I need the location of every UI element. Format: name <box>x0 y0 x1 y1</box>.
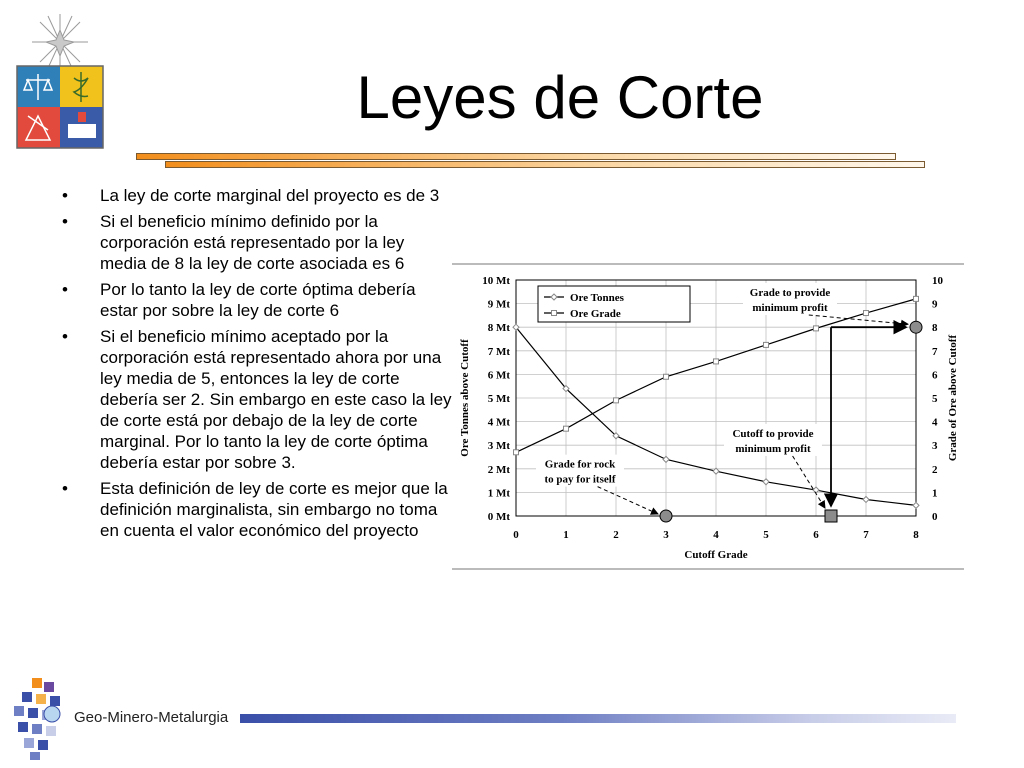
y-right-tick-label: 3 <box>932 440 938 453</box>
annotation-arrow <box>793 456 825 508</box>
y-left-tick-label: 0 Mt <box>487 511 510 523</box>
x-tick-label: 7 <box>863 529 869 541</box>
annotation-arrow <box>809 315 908 324</box>
y-left-tick-label: 8 Mt <box>487 322 510 335</box>
data-point-square <box>614 398 619 403</box>
annotation-text: minimum profit <box>735 442 811 455</box>
x-tick-label: 8 <box>913 529 919 541</box>
y-left-tick-label: 5 Mt <box>487 393 510 405</box>
data-point-square <box>914 296 919 301</box>
y-left-tick-label: 9 Mt <box>487 298 510 311</box>
cutoff-square-marker <box>825 510 837 522</box>
university-crest-logo <box>14 12 106 159</box>
bullet-marker: • <box>62 212 68 231</box>
annotation-arrow <box>598 487 658 514</box>
data-point-diamond <box>913 502 919 508</box>
globe-icon <box>44 706 60 722</box>
y-left-tick-label: 1 Mt <box>487 487 510 500</box>
x-tick-label: 1 <box>563 529 569 541</box>
bullet-text: Si el beneficio mínimo aceptado por la corporación está representado ahora por una ley media de 5, entonces la ley de corte debería ser 2. Sin embargo en este caso la ley de corte está por debajo de la ley de corte marginal. Por lo tanto la ley de corte óptima debería estar por sobre 3. <box>100 327 452 472</box>
y-right-tick-label: 4 <box>932 416 938 429</box>
annotation-text: Grade to provide <box>749 287 831 299</box>
data-point-diamond <box>763 479 769 485</box>
y-right-tick-label: 5 <box>932 393 938 405</box>
bullet-item <box>62 185 452 206</box>
data-point-square <box>714 359 719 364</box>
marginal-cutoff-circle-marker <box>660 510 672 522</box>
legend-marker-square <box>552 311 557 316</box>
bullet-item <box>62 279 452 321</box>
legend-label: Ore Tonnes <box>570 292 624 304</box>
y-right-tick-label: 1 <box>932 487 938 500</box>
footer-gradient-bar <box>240 714 956 723</box>
data-point-square <box>664 374 669 379</box>
y-left-axis-label: Ore Tonnes above Cutoff <box>459 339 471 457</box>
y-right-tick-label: 6 <box>932 369 938 382</box>
footer-brand-text: Geo-Minero-Metalurgia <box>74 709 229 726</box>
data-point-square <box>764 342 769 347</box>
title-divider-top <box>136 153 896 160</box>
annotation-text: Cutoff to provide <box>732 427 814 440</box>
y-left-tick-label: 10 Mt <box>482 275 510 287</box>
geo-minero-metalurgia-logo <box>8 676 78 767</box>
bullet-text: Esta definición de ley de corte es mejor que la definición marginalista, sin embargo no toma en cuenta el valor económico del proyecto <box>100 479 448 540</box>
data-point-diamond <box>863 496 869 502</box>
star-emblem-icon <box>32 14 88 70</box>
annotation-text: to pay for itself <box>544 473 616 486</box>
y-left-tick-label: 2 Mt <box>487 463 510 476</box>
x-tick-label: 0 <box>513 529 519 541</box>
data-point-square <box>864 311 869 316</box>
y-right-axis-label: Grade of Ore above Cutoff <box>947 334 959 462</box>
bullet-marker: • <box>62 327 68 346</box>
legend-label: Ore Grade <box>570 308 621 320</box>
grade-circle-marker <box>910 321 922 333</box>
y-right-tick-label: 10 <box>932 275 943 287</box>
y-right-tick-label: 7 <box>932 345 938 358</box>
bullet-text: La ley de corte marginal del proyecto es de 3 <box>100 186 440 205</box>
bullet-marker: • <box>62 280 68 299</box>
annotation-text: Grade for rock <box>544 458 616 471</box>
y-right-tick-label: 2 <box>932 463 938 476</box>
bullet-item <box>62 211 452 274</box>
bullet-list <box>62 185 452 546</box>
y-left-tick-label: 7 Mt <box>487 345 510 358</box>
y-left-tick-label: 3 Mt <box>487 440 510 453</box>
y-right-tick-label: 8 <box>932 322 938 335</box>
x-tick-label: 6 <box>813 529 819 541</box>
annotation-text: minimum profit <box>752 302 828 314</box>
data-point-diamond <box>663 456 669 462</box>
y-right-tick-label: 0 <box>932 511 938 523</box>
x-tick-label: 2 <box>613 529 619 541</box>
cutoff-grade-chart <box>452 262 964 572</box>
y-left-tick-label: 6 Mt <box>487 369 510 382</box>
data-point-square <box>514 450 519 455</box>
bullet-item <box>62 478 452 541</box>
x-axis-label: Cutoff Grade <box>684 549 748 561</box>
data-point-square <box>814 326 819 331</box>
x-tick-label: 4 <box>713 529 719 541</box>
x-tick-label: 3 <box>663 529 669 541</box>
bullet-item <box>62 326 452 473</box>
bullet-text: Si el beneficio mínimo definido por la corporación está representado por la ley media de 8 la ley de corte asociada es 6 <box>100 212 405 273</box>
bullet-text: Por lo tanto la ley de corte óptima debería estar por sobre la ley de corte 6 <box>100 280 416 320</box>
page-title: Leyes de Corte <box>356 64 764 131</box>
data-point-square <box>564 426 569 431</box>
x-tick-label: 5 <box>763 529 769 541</box>
y-right-tick-label: 9 <box>932 298 938 311</box>
title-divider-bottom <box>165 161 925 168</box>
y-left-tick-label: 4 Mt <box>487 416 510 429</box>
bullet-marker: • <box>62 479 68 498</box>
bullet-marker: • <box>62 186 68 205</box>
